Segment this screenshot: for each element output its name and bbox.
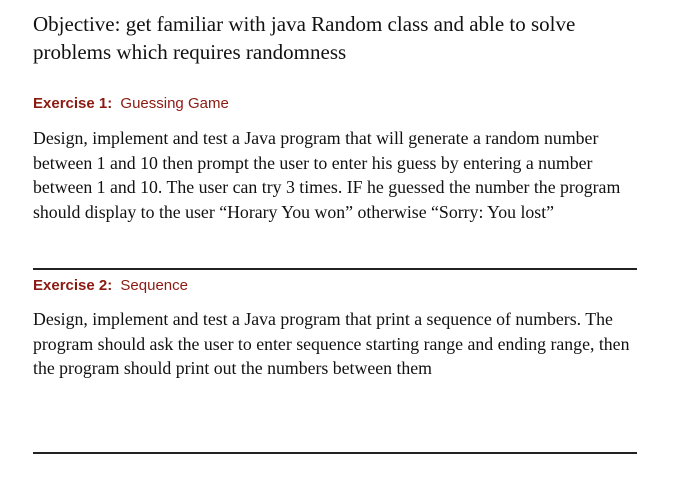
divider-rule-2 [33, 452, 637, 454]
divider-rule-1 [33, 268, 637, 270]
objective-text: Objective: get familiar with java Random class and able to solve problems which requires randomness [33, 12, 576, 64]
exercise-2-label: Exercise 2: [33, 277, 113, 294]
exercise-1-title: Guessing Game [120, 95, 229, 112]
exercise-1-label: Exercise 1: [33, 95, 113, 112]
exercise-1-heading [33, 94, 229, 114]
exercise-1-body: Design, implement and test a Java program that will generate a random number between 1 and 10 then prompt the user to enter his guess by entering a number between 1 and 10. The user can try 3 times. IF he guessed the number the program should display to the user “Horary You won” otherwise “Sorry: You lost” [33, 128, 621, 222]
exercise-2-heading [33, 276, 188, 296]
exercise-2-title: Sequence [120, 277, 188, 294]
exercise-2-body: Design, implement and test a Java program that print a sequence of numbers. The program should ask the user to enter sequence starting range and ending range, then the program should print out the numbers between them [33, 309, 630, 378]
